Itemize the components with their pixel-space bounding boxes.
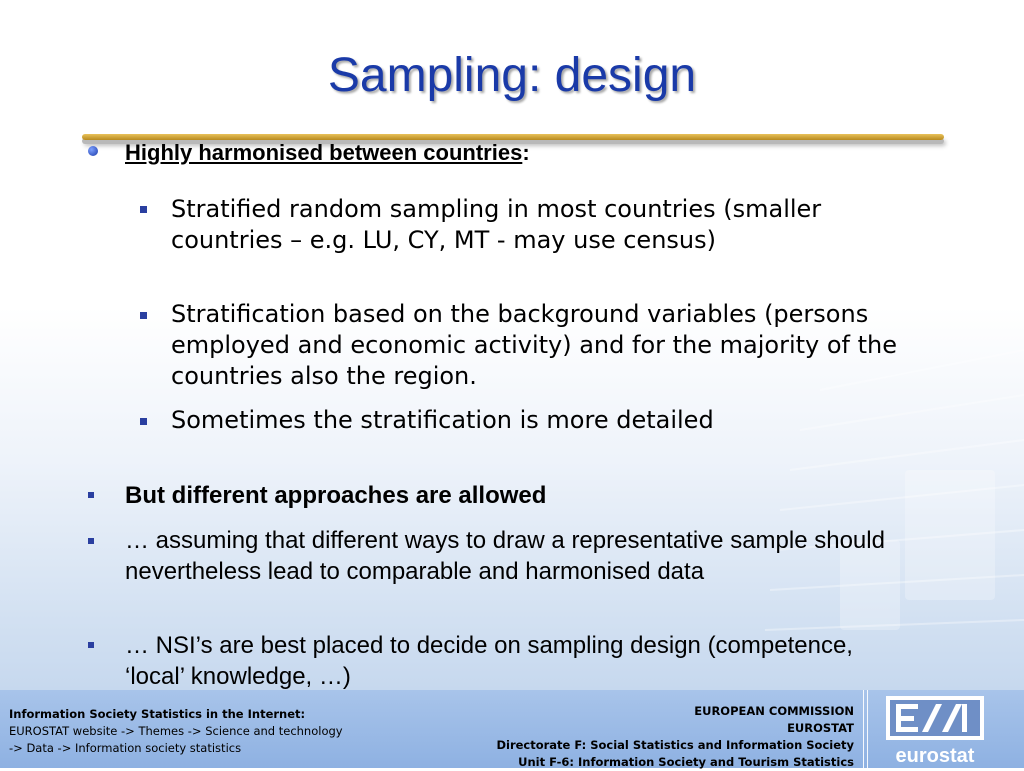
footer-right-line1: EUROPEAN COMMISSION xyxy=(694,704,854,718)
footer-left-title: Information Society Statistics in the Internet: xyxy=(9,707,306,721)
sub-item-stratification-variables: Stratification based on the background variables (persons employed and economic activity) and for the majority of the countries also the region. xyxy=(171,300,897,390)
footer-right-line2: EUROSTAT xyxy=(787,721,854,735)
item-assuming: … assuming that different ways to draw a representative sample should nevertheless lead to comparable and harmonised data xyxy=(125,527,885,585)
square-bullet-icon xyxy=(140,206,147,213)
item-different-approaches: But different approaches are allowed xyxy=(125,482,547,509)
square-bullet-icon xyxy=(140,418,147,425)
footer-left xyxy=(9,706,343,757)
sub-item-more-detailed: Sometimes the stratification is more detailed xyxy=(171,406,714,434)
footer-right xyxy=(496,703,854,771)
footer-left-line1: EUROSTAT website -> Themes -> Science and technology xyxy=(9,724,343,738)
footer-divider xyxy=(863,690,864,768)
footer-right-line4: Unit F-6: Information Society and Tourism Statistics xyxy=(518,755,854,769)
footer-divider xyxy=(867,690,868,768)
square-bullet-icon xyxy=(88,492,94,498)
bullet-heading xyxy=(125,140,530,166)
footer-left-line2: -> Data -> Information society statistics xyxy=(9,741,242,755)
eurostat-logo-icon xyxy=(878,692,992,768)
bullet-dot-icon xyxy=(88,146,98,156)
sub-item-stratified-sampling: Stratified random sampling in most countries (smaller countries – e.g. LU, CY, MT - may use census) xyxy=(171,195,822,254)
footer-right-line3: Directorate F: Social Statistics and Information Society xyxy=(496,738,854,752)
square-bullet-icon xyxy=(140,312,147,319)
slide-title: Sampling: design xyxy=(327,49,697,102)
square-bullet-icon xyxy=(88,538,94,544)
bullet-heading-colon: : xyxy=(522,140,530,165)
item-nsi: … NSI’s are best placed to decide on sampling design (competence, ‘local’ knowledge, …) xyxy=(125,632,853,690)
bullet-heading-underlined: Highly harmonised between countries xyxy=(125,140,523,165)
square-bullet-icon xyxy=(88,642,94,648)
logo-wordmark: eurostat xyxy=(895,745,975,767)
